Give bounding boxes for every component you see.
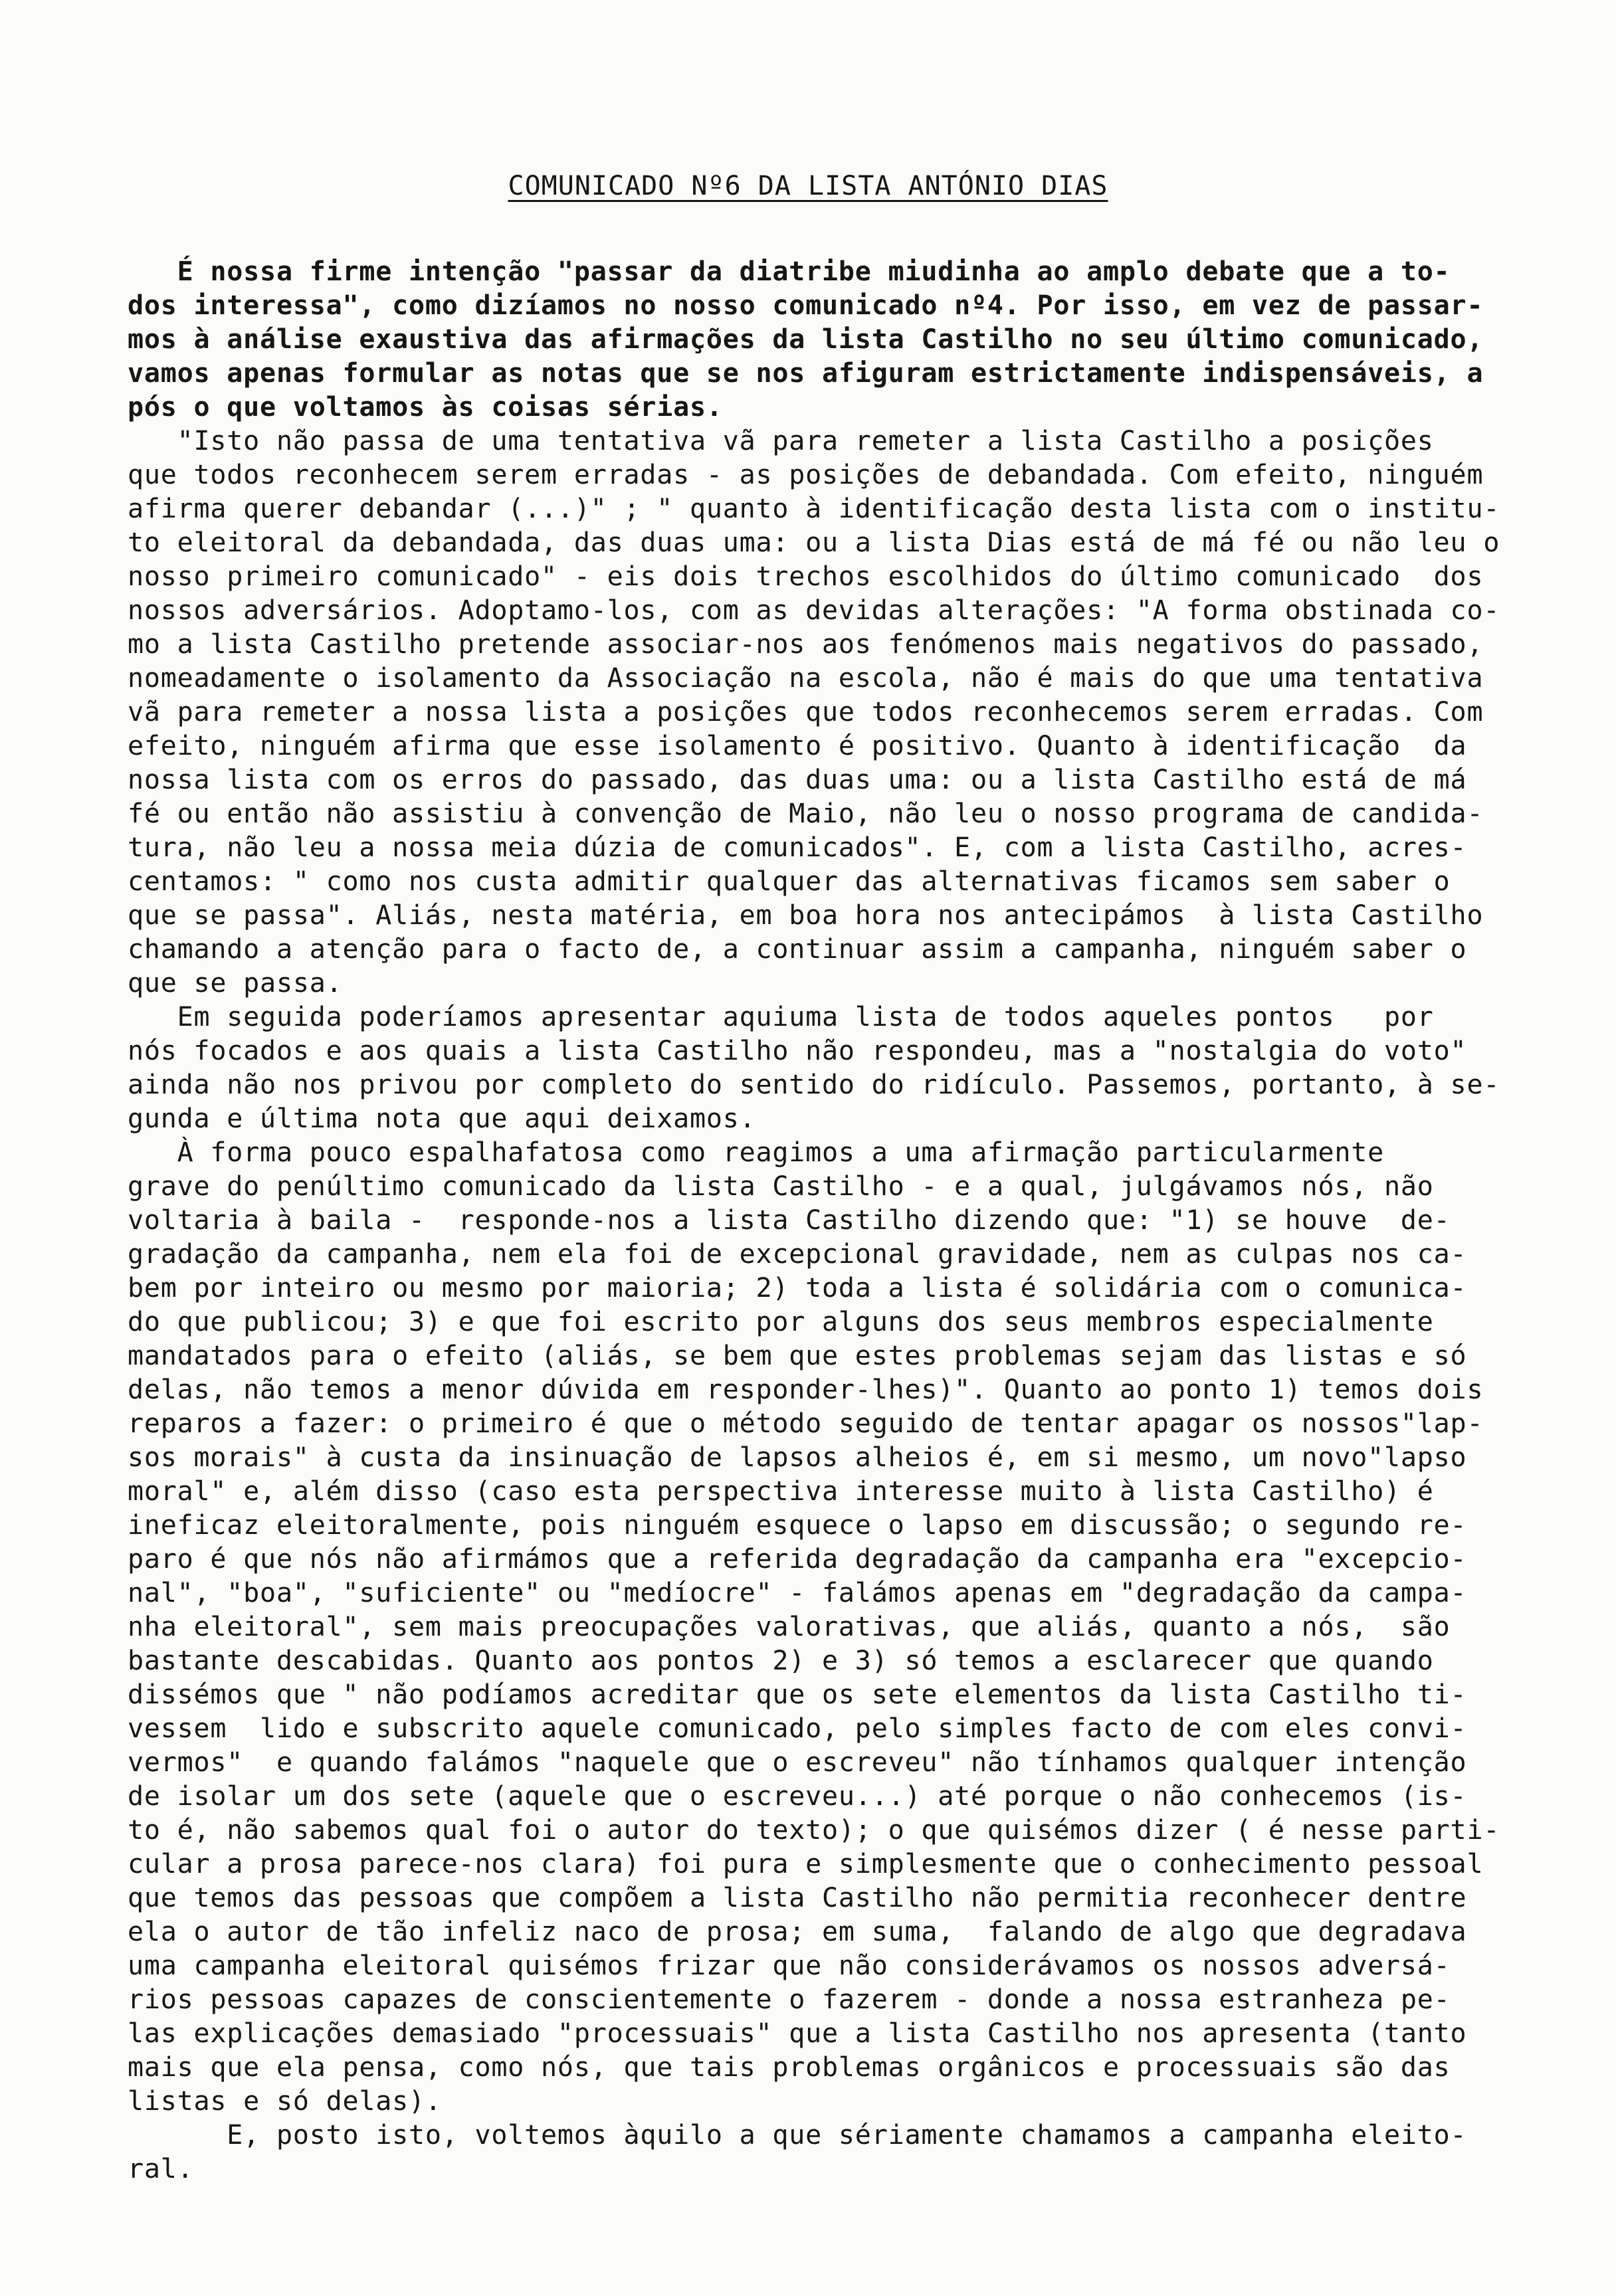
text-line: nomeadamente o isolamento da Associação na escola, não é mais do que uma tentativa xyxy=(128,663,1484,694)
text-line: nal", "boa", "suficiente" ou "medíocre" - falámos apenas em "degradação da campa- xyxy=(128,1578,1467,1608)
text-line: que temos das pessoas que compõem a lista Castilho não permitia reconhecer dentre xyxy=(128,1883,1467,1913)
text-line: gradação da campanha, nem ela foi de excepcional gravidade, nem as culpas nos ca- xyxy=(128,1239,1467,1270)
text-line: listas e só delas). xyxy=(128,2086,442,2117)
document-title: COMUNICADO Nº6 DA LISTA ANTÓNIO DIAS xyxy=(508,171,1108,201)
text-line: nossos adversários. Adoptamo-los, com as devidas alterações: "A forma obstinada co- xyxy=(128,595,1500,626)
text-line: tura, não leu a nossa meia dúzia de comunicados". E, com a lista Castilho, acres- xyxy=(128,832,1467,863)
text-line: mandatados para o efeito (aliás, se bem que estes problemas sejam das listas e só xyxy=(128,1341,1467,1371)
text-line: À forma pouco espalhafatosa como reagimos a uma afirmação particularmente xyxy=(128,1137,1385,1168)
text-line: bastante descabidas. Quanto aos pontos 2) e 3) só temos a esclarecer que quando xyxy=(128,1646,1434,1676)
text-line: ainda não nos privou por completo do sentido do ridículo. Passemos, portanto, à se- xyxy=(128,1070,1500,1100)
text-line: nha eleitoral", sem mais preocupações valorativas, que aliás, quanto a nós, são xyxy=(128,1612,1451,1642)
text-line: É nossa firme intenção "passar da diatribe miudinha ao amplo debate que a to- xyxy=(128,256,1451,287)
text-line: que se passa". Aliás, nesta matéria, em boa hora nos antecipámos à lista Castilho xyxy=(128,900,1484,931)
text-line: reparos a fazer: o primeiro é que o método seguido de tentar apagar os nossos"lap- xyxy=(128,1408,1484,1439)
text-line: de isolar um dos sete (aquele que o escreveu...) até porque o não conhecemos (is- xyxy=(128,1781,1467,1812)
text-line: efeito, ninguém afirma que esse isolamento é positivo. Quanto à identificação da xyxy=(128,731,1467,761)
text-line: ineficaz eleitoralmente, pois ninguém esquece o lapso em discussão; o segundo re- xyxy=(128,1510,1467,1541)
text-line: delas, não temos a menor dúvida em responder-lhes)". Quanto ao ponto 1) temos dois xyxy=(128,1375,1484,1405)
text-line: E, posto isto, voltemos àquilo a que sériamente chamamos a campanha eleito- xyxy=(128,2120,1467,2151)
text-line: vã para remeter a nossa lista a posições que todos reconhecemos serem erradas. Com xyxy=(128,697,1484,727)
text-line: vermos" e quando falámos "naquele que o escreveu" não tínhamos qualquer intenção xyxy=(128,1747,1467,1778)
text-line: que todos reconhecem serem erradas - as posições de debandada. Com efeito, ninguém xyxy=(128,460,1484,490)
text-line: mos à análise exaustiva das afirmações da lista Castilho no seu último comunicado, xyxy=(128,324,1484,355)
text-line: grave do penúltimo comunicado da lista Castilho - e a qual, julgávamos nós, não xyxy=(128,1171,1434,1202)
text-line: dissémos que " não podíamos acreditar que os sete elementos da lista Castilho ti- xyxy=(128,1679,1467,1710)
text-line: to eleitoral da debandada, das duas uma: ou a lista Dias está de má fé ou não leu o xyxy=(128,527,1500,558)
text-line: las explicações demasiado "processuais" que a lista Castilho nos apresenta (tanto xyxy=(128,2018,1467,2049)
text-line: bem por inteiro ou mesmo por maioria; 2) toda a lista é solidária com o comunica- xyxy=(128,1273,1467,1303)
text-line: sos morais" à custa da insinuação de lapsos alheios é, em si mesmo, um novo"lapso xyxy=(128,1442,1467,1473)
text-line: to é, não sabemos qual foi o autor do texto); o que quisémos dizer ( é nesse parti- xyxy=(128,1815,1500,1846)
text-line: "Isto não passa de uma tentativa vã para remeter a lista Castilho a posições xyxy=(128,426,1434,456)
text-line: afirma querer debandar (...)" ; " quanto à identificação desta lista com o institu- xyxy=(128,494,1500,524)
text-line: gunda e última nota que aqui deixamos. xyxy=(128,1103,756,1134)
text-line: nosso primeiro comunicado" - eis dois trechos escolhidos do último comunicado dos xyxy=(128,561,1484,592)
text-line: moral" e, além disso (caso esta perspectiva interesse muito à lista Castilho) é xyxy=(128,1476,1434,1507)
text-line: vessem lido e subscrito aquele comunicado, pelo simples facto de com eles convi- xyxy=(128,1713,1467,1744)
text-line: mo a lista Castilho pretende associar-nos aos fenómenos mais negativos do passado, xyxy=(128,629,1484,660)
text-line: cular a prosa parece-nos clara) foi pura e simplesmente que o conhecimento pessoal xyxy=(128,1849,1484,1879)
text-line: dos interessa", como dizíamos no nosso comunicado nº4. Por isso, em vez de passar- xyxy=(128,290,1484,321)
text-line: nós focados e aos quais a lista Castilho não respondeu, mas a "nostalgia do voto" xyxy=(128,1036,1467,1066)
text-line: chamando a atenção para o facto de, a continuar assim a campanha, ninguém saber o xyxy=(128,934,1467,965)
text-line: ela o autor de tão infeliz naco de prosa; em suma, falando de algo que degradava xyxy=(128,1917,1467,1947)
document-body xyxy=(128,255,1530,2186)
text-line: vamos apenas formular as notas que se nos afiguram estrictamente indispensáveis, a xyxy=(128,358,1484,389)
text-line: uma campanha eleitoral quisémos frizar que não considerávamos os nossos adversá- xyxy=(128,1951,1451,1981)
text-line: nossa lista com os erros do passado, das duas uma: ou a lista Castilho está de má xyxy=(128,765,1467,795)
text-line: fé ou então não assistiu à convenção de Maio, não leu o nosso programa de candida- xyxy=(128,799,1484,829)
text-line: pós o que voltamos às coisas sérias. xyxy=(128,392,723,423)
text-line: mais que ela pensa, como nós, que tais problemas orgânicos e processuais são das xyxy=(128,2052,1451,2083)
text-line: do que publicou; 3) e que foi escrito por alguns dos seus membros especialmente xyxy=(128,1307,1434,1337)
text-line: que se passa. xyxy=(128,968,343,999)
text-line: rios pessoas capazes de conscientemente o fazerem - donde a nossa estranheza pe- xyxy=(128,1984,1451,2015)
text-line: paro é que nós não afirmámos que a referida degradação da campanha era "excepcio- xyxy=(128,1544,1467,1575)
text-line: Em seguida poderíamos apresentar aquiuma lista de todos aqueles pontos por xyxy=(128,1002,1434,1032)
text-line: ral. xyxy=(128,2154,194,2184)
text-line: centamos: " como nos custa admitir qualquer das alternativas ficamos sem saber o xyxy=(128,866,1451,897)
text-line: voltaria à baila - responde-nos a lista Castilho dizendo que: "1) se houve de- xyxy=(128,1205,1451,1236)
